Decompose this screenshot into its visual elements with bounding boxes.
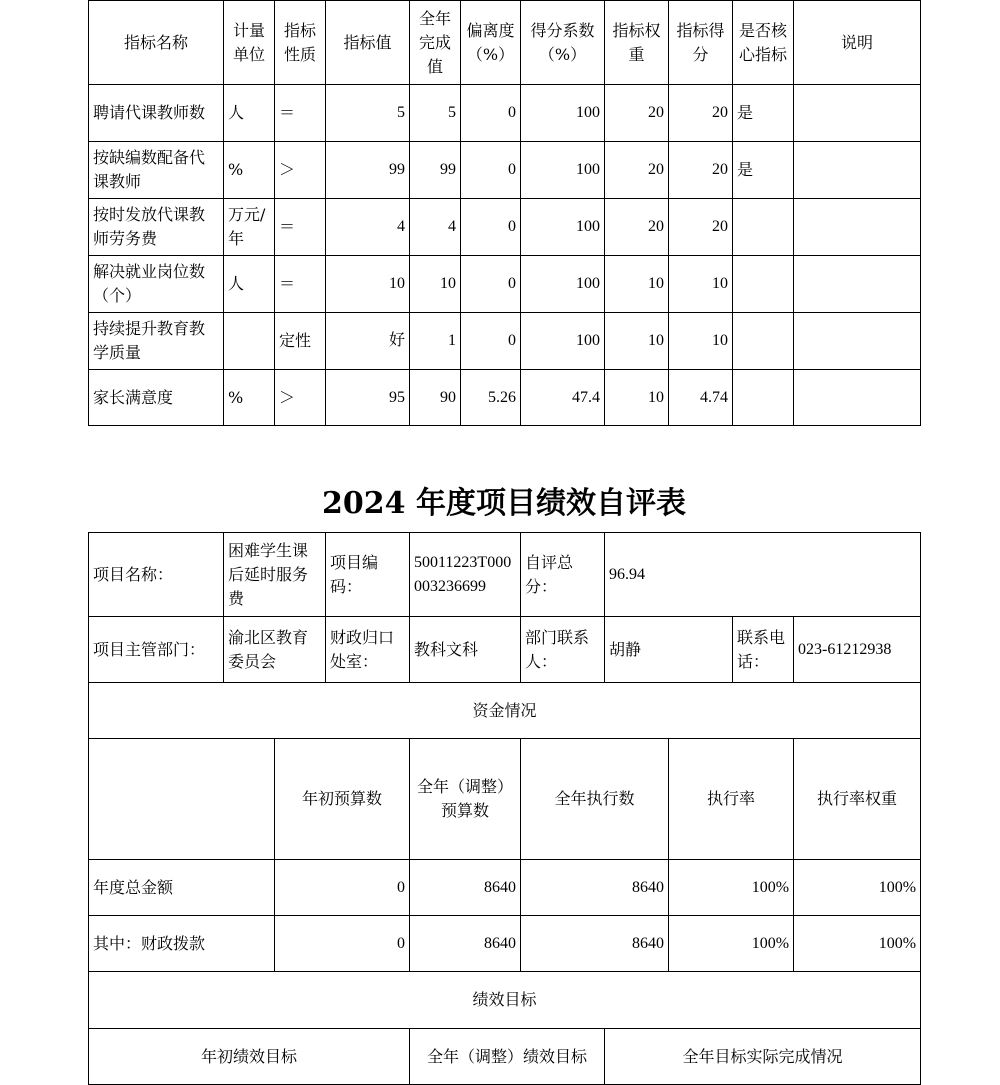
adjusted-budget: 8640 [410,860,521,916]
header-cell: 得分系数（%） [521,1,605,85]
weight: 10 [605,313,669,370]
header-cell: 全年执行数 [521,739,669,860]
phone-label: 联系电话： [733,617,794,683]
header-cell: 执行率权重 [794,739,921,860]
score: 20 [669,85,733,142]
header-cell: 年初绩效目标 [89,1029,410,1085]
score: 10 [669,256,733,313]
initial-budget: 0 [275,916,410,972]
note [794,256,921,313]
note [794,313,921,370]
header-cell: 全年完成值 [410,1,461,85]
header-cell: 全年（调整）预算数 [410,739,521,860]
nature: ＝ [275,85,326,142]
perf-section-row [89,972,921,1029]
table-row [89,313,921,370]
header-cell: 年初预算数 [275,739,410,860]
phone: 023-61212938 [794,617,921,683]
indicator-name: 持续提升教育教学质量 [89,313,224,370]
deviation: 0 [461,142,521,199]
weight: 10 [605,256,669,313]
score-coefficient: 100 [521,85,605,142]
contact: 胡静 [605,617,733,683]
target-value: 4 [326,199,410,256]
deviation: 0 [461,85,521,142]
executed: 8640 [521,860,669,916]
indicator-name: 家长满意度 [89,370,224,426]
target-value: 5 [326,85,410,142]
page-title: 2024 年度项目绩效自评表 [322,486,686,521]
dept: 渝北区教育委员会 [224,617,326,683]
core-flag: 是 [733,85,794,142]
target-value: 99 [326,142,410,199]
weight: 20 [605,199,669,256]
target-value: 10 [326,256,410,313]
dept-label: 项目主管部门： [89,617,224,683]
deviation: 5.26 [461,370,521,426]
rate-weight: 100% [794,916,921,972]
actual-value: 5 [410,85,461,142]
core-flag [733,199,794,256]
nature: ＞ [275,370,326,426]
project-name: 困难学生课后延时服务费 [224,533,326,617]
weight: 20 [605,142,669,199]
rate-weight: 100% [794,860,921,916]
deviation: 0 [461,313,521,370]
header-cell: 指标性质 [275,1,326,85]
perf-title: 绩效目标 [89,972,921,1029]
header-cell: 指标权重 [605,1,669,85]
unit: 人 [224,256,275,313]
header-cell: 计量单位 [224,1,275,85]
unit: 万元/年 [224,199,275,256]
nature: ＞ [275,142,326,199]
note [794,85,921,142]
actual-value: 10 [410,256,461,313]
score-coefficient: 47.4 [521,370,605,426]
deviation: 0 [461,199,521,256]
actual-value: 99 [410,142,461,199]
actual-value: 90 [410,370,461,426]
score: 20 [669,142,733,199]
core-flag [733,313,794,370]
header-cell: 偏离度（%） [461,1,521,85]
contact-label: 部门联系人： [521,617,605,683]
project-code: 50011223T000003236699 [410,533,521,617]
table-row [89,199,921,256]
initial-budget: 0 [275,860,410,916]
project-code-label: 项目编码： [326,533,410,617]
self-evaluation-table [88,532,921,1085]
score: 20 [669,199,733,256]
score-coefficient: 100 [521,256,605,313]
indicator-name: 解决就业岗位数（个） [89,256,224,313]
table-row [89,370,921,426]
table-row [89,860,921,916]
indicator-name: 按缺编数配备代课教师 [89,142,224,199]
header-cell: 全年（调整）绩效目标 [410,1029,605,1085]
score-coefficient: 100 [521,142,605,199]
finance: 教科文科 [410,617,521,683]
table-row [89,142,921,199]
table-row [89,256,921,313]
header-cell: 指标得分 [669,1,733,85]
indicator-table [88,0,921,426]
finance-label: 财政归口处室： [326,617,410,683]
score-coefficient: 100 [521,199,605,256]
adjusted-budget: 8640 [410,916,521,972]
score: 4.74 [669,370,733,426]
row-label: 年度总金额 [89,860,275,916]
core-flag: 是 [733,142,794,199]
nature: ＝ [275,256,326,313]
header-cell: 是否核心指标 [733,1,794,85]
core-flag [733,370,794,426]
execution-rate: 100% [669,860,794,916]
header-cell: 说明 [794,1,921,85]
project-info-row [89,533,921,617]
funds-title: 资金情况 [89,683,921,739]
unit: 人 [224,85,275,142]
nature: ＝ [275,199,326,256]
unit: % [224,142,275,199]
score: 10 [669,313,733,370]
indicator-name: 按时发放代课教师劳务费 [89,199,224,256]
header-cell: 指标值 [326,1,410,85]
table-row [89,85,921,142]
nature: 定性 [275,313,326,370]
perf-header-row [89,1029,921,1085]
indicator-header-row [89,1,921,85]
target-value: 95 [326,370,410,426]
header-cell: 执行率 [669,739,794,860]
self-score: 96.94 [605,533,921,617]
weight: 20 [605,85,669,142]
indicator-name: 聘请代课教师数 [89,85,224,142]
funds-section-row [89,683,921,739]
executed: 8640 [521,916,669,972]
table-row [89,916,921,972]
execution-rate: 100% [669,916,794,972]
unit: % [224,370,275,426]
department-row [89,617,921,683]
score-coefficient: 100 [521,313,605,370]
actual-value: 4 [410,199,461,256]
self-score-label: 自评总分： [521,533,605,617]
deviation: 0 [461,256,521,313]
header-cell: 全年目标实际完成情况 [605,1029,921,1085]
blank-cell [89,739,275,860]
target-value: 好 [326,313,410,370]
core-flag [733,256,794,313]
weight: 10 [605,370,669,426]
project-name-label: 项目名称： [89,533,224,617]
note [794,199,921,256]
note [794,142,921,199]
unit [224,313,275,370]
header-cell: 指标名称 [89,1,224,85]
note [794,370,921,426]
actual-value: 1 [410,313,461,370]
row-label: 其中：财政拨款 [89,916,275,972]
funds-header-row [89,739,921,860]
